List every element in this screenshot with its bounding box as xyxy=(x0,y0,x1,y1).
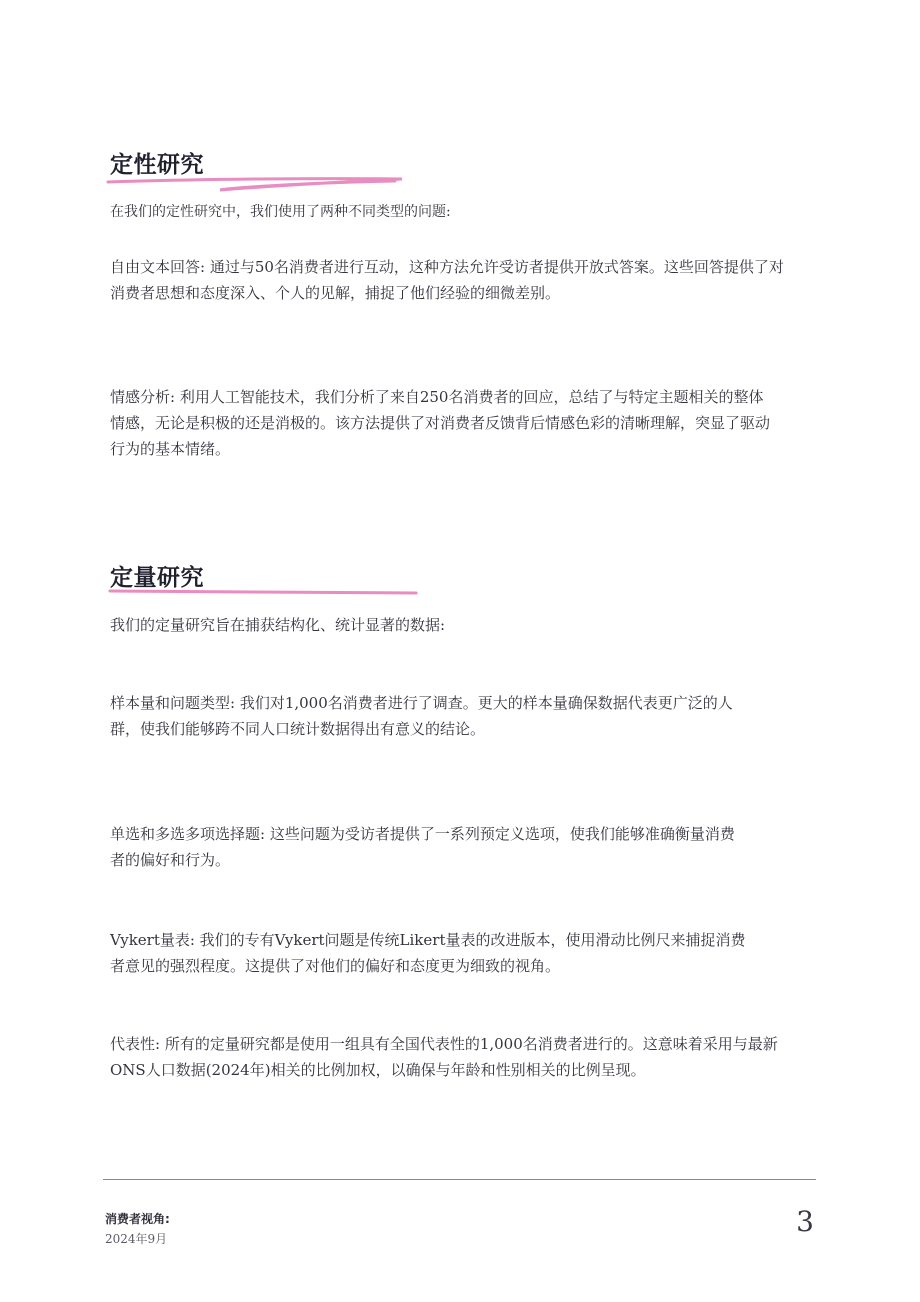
qualitative-title-underline xyxy=(108,179,402,190)
representative-paragraph: 代表性: 所有的定量研究都是使用一组具有全国代表性的1,000名消费者进行的。这意味着采用与最新ONS人口数据(2024年)相关的比例加权，以确保与年龄和性别相关的比例呈现。 xyxy=(110,1035,778,1079)
footer-title: 消费者视角: xyxy=(105,1212,170,1226)
footer-date: 2024年9月 xyxy=(105,1232,168,1246)
footer-divider xyxy=(103,1179,816,1180)
qualitative-title: 定性研究 xyxy=(110,152,204,178)
sentiment-paragraph: 情感分析: 利用人工智能技术，我们分析了来自250名消费者的回应，总结了与特定主题相关的整体情感，无论是积极的还是消极的。该方法提供了对消费者反馈背后情感色彩的清晰理解，突显了驱动行为的基本情绪。 xyxy=(110,388,771,458)
free-text-paragraph: 自由文本回答: 通过与50名消费者进行互动，这种方法允许受访者提供开放式答案。这些回答提供了对消费者思想和态度深入、个人的见解，捕捉了他们经验的细微差别。 xyxy=(110,258,784,302)
quantitative-title: 定量研究 xyxy=(110,565,204,591)
page-number: 3 xyxy=(796,1205,814,1238)
sample-paragraph: 样本量和问题类型: 我们对1,000名消费者进行了调查。更大的样本量确保数据代表更广泛的人群，使我们能够跨不同人口统计数据得出有意义的结论。 xyxy=(110,694,733,738)
qualitative-intro: 在我们的定性研究中，我们使用了两种不同类型的问题: xyxy=(110,204,451,220)
choice-paragraph: 单选和多选多项选择题: 这些问题为受访者提供了一系列预定义选项，使我们能够准确衡量消费者的偏好和行为。 xyxy=(110,825,735,869)
quantitative-intro: 我们的定量研究旨在捕获结构化、统计显著的数据: xyxy=(110,616,446,634)
vykert-paragraph: Vykert量表: 我们的专有Vykert问题是传统Likert量表的改进版本，使用滑动比例尺来捕捉消费者意见的强烈程度。这提供了对他们的偏好和态度更为细致的视角。 xyxy=(110,931,746,975)
